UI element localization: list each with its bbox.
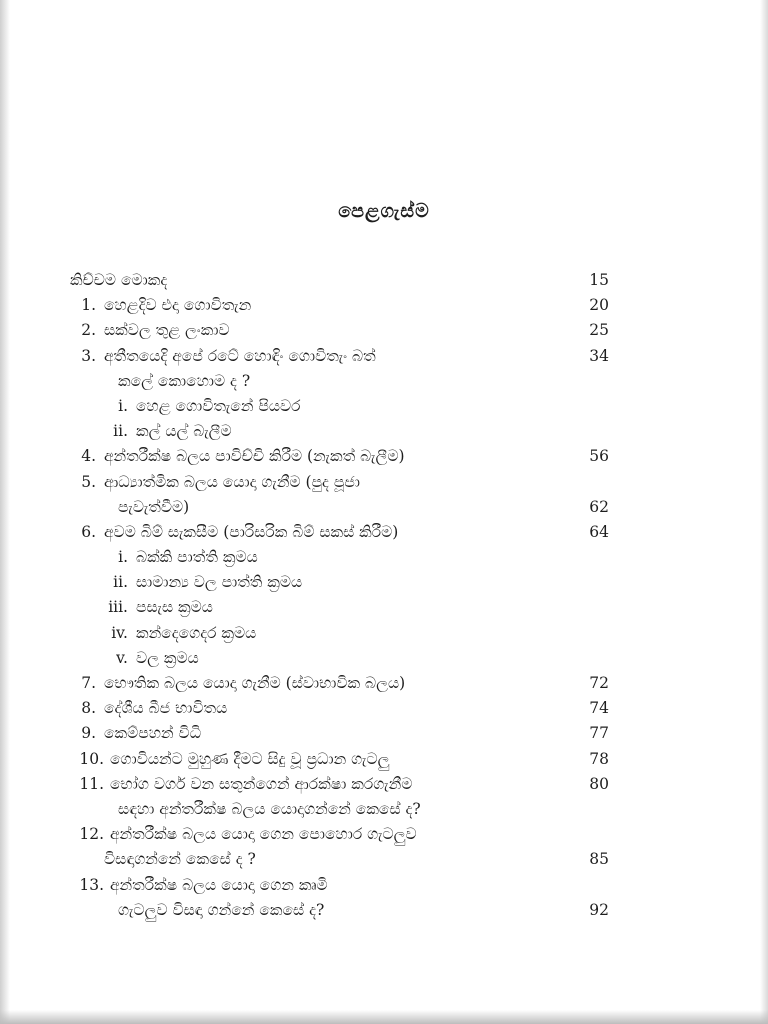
toc-entry-title: හෙළදිව එදා ගොවිතැන — [104, 296, 252, 315]
toc-entry-3 — [70, 344, 612, 369]
toc-subentry-number: i. — [118, 396, 128, 415]
toc-subentry-title: වල ක්‍රමය — [136, 648, 199, 667]
toc-entry-title: කලේ කොහොම ද ? — [118, 371, 251, 390]
toc-entry-number: 3. — [81, 346, 96, 365]
toc-subentry-number: ii. — [113, 422, 128, 441]
toc-subentry-6-ii — [70, 570, 612, 595]
toc-entry-number: 7. — [81, 674, 96, 692]
toc-entry-1 — [70, 293, 612, 318]
toc-subentry-6-v — [70, 646, 612, 671]
toc-subentry-number: iv. — [111, 623, 128, 642]
toc-subentry-number: i. — [118, 548, 128, 567]
toc-entry-number: 11. — [79, 774, 104, 793]
toc-entry-number: 6. — [81, 522, 96, 541]
toc-subentry-3-i — [70, 394, 612, 419]
toc-subentry-title: කල් යල් බැලීම — [136, 422, 232, 441]
toc-page-number: 92 — [589, 900, 609, 919]
toc-entry-title: ගොවියන්ට මුහුණ දීමට සිදු වූ ප්‍රධාන ගැටලු — [110, 749, 390, 768]
toc-subentry-number: v. — [116, 648, 128, 667]
toc-subentry-title: හෙළ ගොවිතැනේ පියවර — [136, 396, 301, 415]
toc-page-number: 25 — [589, 321, 609, 340]
toc-entry-9 — [70, 721, 612, 746]
toc-entry-10 — [70, 747, 612, 772]
toc-subentry-title: සාමාන්‍ය වල පාත්ති ක්‍රමය — [136, 573, 303, 592]
toc-subentry-6-iv — [70, 621, 612, 646]
toc-entry-title: අවම බිම් සැකසීම (පාරිසරික බිම් සකස් කිරීම) — [104, 522, 399, 541]
toc-entry-2 — [70, 318, 612, 343]
toc-entry-title: සක්වල තුළ ලංකාව — [104, 321, 230, 340]
toc-entry-title: භෞතික බලය යොදා ගැනීම (ස්වාභාවික බලය) — [104, 674, 406, 692]
toc-entry-title: පැවැත්වීම) — [118, 497, 190, 516]
toc-entry-number: 8. — [81, 699, 96, 718]
toc-entry-number: 9. — [81, 724, 96, 743]
toc-entry-title: කෙම්පහන් විධි — [104, 724, 202, 743]
toc-subentry-title: බක්කි පාත්ති ක්‍රමය — [136, 548, 258, 567]
toc-entry-title: විසඳාගන්නේ කෙසේ ද ? — [104, 850, 256, 869]
toc-page-number: 80 — [589, 774, 609, 793]
toc-subentry-title: කන්දෙගෙදර ක්‍රමය — [136, 623, 257, 642]
toc-page-number: 77 — [589, 724, 609, 743]
toc-entry-title: ආධ්‍යාත්මික බලය යොදා ගැනීම (පුද පූජා — [104, 472, 360, 491]
toc-entry-5-continued — [70, 495, 612, 520]
toc-page-number: 74 — [589, 699, 609, 718]
toc-entry-number: 12. — [79, 825, 104, 844]
toc-entry-title: සඳහා අන්තරීක්ෂ බලය යොදාගන්නේ කෙසේ ද? — [118, 799, 421, 818]
toc-subentry-title: පසැස ක්‍රමය — [136, 598, 213, 617]
toc-entry-13 — [70, 873, 612, 898]
toc-entry-number: 10. — [79, 749, 104, 768]
toc-subentry-6-i — [70, 545, 612, 570]
toc-entry-13-continued — [70, 898, 612, 923]
toc-entry-title: අන්තරීක්ෂ බලය පාවිච්චි කිරීම (නැකත් බැලීම) — [104, 447, 405, 466]
toc-entry-title: දේශීය බීජ භාවිතය — [104, 699, 228, 718]
toc-entry-11-continued — [70, 797, 612, 822]
toc-page-number: 20 — [589, 296, 609, 315]
toc-entry-title: අන්තරීක්ෂ බලය යොදා ගෙන පොහොර ගැටලුව — [110, 825, 417, 844]
toc-entry-4 — [70, 444, 612, 469]
toc-subentry-number: iii. — [108, 598, 128, 617]
toc-entry-number: 1. — [81, 296, 96, 315]
toc-entry-8 — [70, 696, 612, 721]
scan-edge-bottom — [0, 1010, 768, 1024]
toc-subentry-number: ii. — [113, 573, 128, 592]
toc-page-number: 56 — [589, 447, 609, 466]
toc-subentry-6-iii — [70, 595, 612, 620]
toc-entry-title: භෝග වර්ග වන සතුන්ගෙන් ආරක්ෂා කරගැනීම — [110, 774, 413, 793]
toc-entry-12-continued — [70, 847, 612, 872]
scan-edge-right — [760, 0, 768, 1024]
table-of-contents — [70, 268, 612, 923]
toc-page-number: 78 — [589, 749, 609, 768]
toc-page-number: 72 — [589, 674, 609, 692]
toc-entry-number: 13. — [79, 875, 104, 894]
toc-entry-12 — [70, 822, 612, 847]
scan-edge-left — [0, 0, 10, 1024]
toc-entry-title: අතීතයෙදි අපේ රටේ හොඳිං ගොවිතැං බත් — [104, 346, 376, 365]
toc-subentry-3-ii — [70, 419, 612, 444]
toc-entry-title: කිච්චම මොකද — [70, 271, 168, 289]
toc-entry-11 — [70, 772, 612, 797]
toc-entry-5 — [70, 470, 612, 495]
toc-page-number: 62 — [589, 497, 609, 516]
toc-entry-number: 4. — [81, 447, 96, 466]
toc-entry-title: ගැටලුව විසඳා ගන්නේ කෙසේ ද? — [118, 900, 325, 919]
toc-entry-7 — [70, 671, 612, 696]
toc-entry-number: 5. — [81, 472, 96, 491]
toc-page-number: 64 — [589, 522, 609, 541]
toc-page-number: 15 — [589, 271, 609, 289]
toc-entry-number: 2. — [81, 321, 96, 340]
toc-entry-intro — [70, 268, 612, 293]
toc-page-number: 34 — [589, 346, 609, 365]
toc-entry-6 — [70, 520, 612, 545]
toc-entry-3-continued — [70, 369, 612, 394]
toc-entry-title: අන්තරීක්ෂ බලය යොදා ගෙන කෘමි — [110, 875, 328, 894]
toc-page-number: 85 — [589, 850, 609, 869]
page-title: පෙළගැස්ම — [338, 200, 430, 222]
